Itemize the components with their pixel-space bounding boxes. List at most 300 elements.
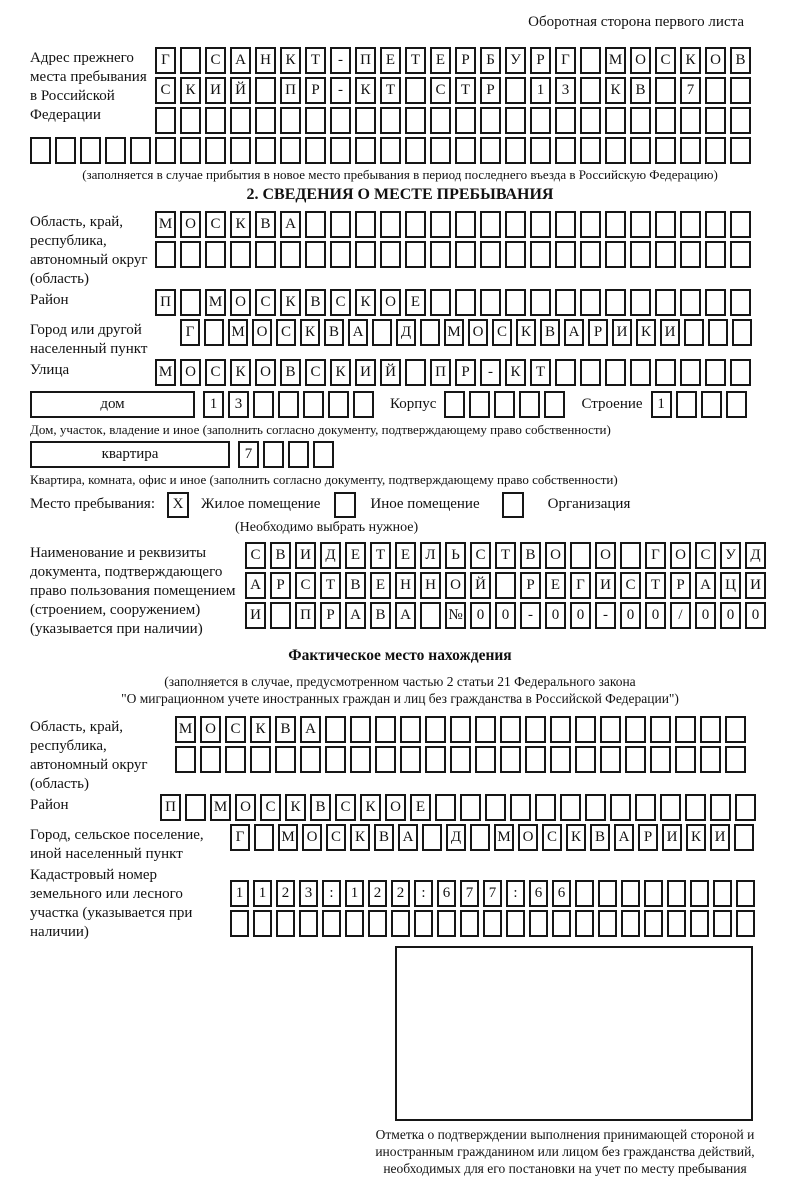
char-box[interactable]: 0 xyxy=(620,602,641,629)
char-box[interactable] xyxy=(435,794,456,821)
char-box[interactable]: С xyxy=(695,542,716,569)
checkbox-other-premises[interactable] xyxy=(334,492,356,518)
char-box[interactable]: А xyxy=(348,319,368,346)
char-box[interactable]: П xyxy=(295,602,316,629)
char-box[interactable] xyxy=(405,107,426,134)
char-box[interactable]: Б xyxy=(480,47,501,74)
char-box[interactable] xyxy=(555,289,576,316)
char-box[interactable]: О xyxy=(230,289,251,316)
char-box[interactable] xyxy=(180,107,201,134)
char-box[interactable]: 1 xyxy=(345,880,364,907)
char-box[interactable] xyxy=(444,391,465,418)
char-box[interactable]: 1 xyxy=(253,880,272,907)
char-box[interactable] xyxy=(480,241,501,268)
char-box[interactable] xyxy=(455,137,476,164)
char-box[interactable]: М xyxy=(155,211,176,238)
char-box[interactable] xyxy=(575,880,594,907)
char-box[interactable] xyxy=(680,359,701,386)
char-box[interactable]: В xyxy=(730,47,751,74)
char-box[interactable] xyxy=(650,746,671,773)
char-box[interactable]: Ь xyxy=(445,542,466,569)
char-box[interactable]: Т xyxy=(455,77,476,104)
char-box[interactable]: : xyxy=(414,880,433,907)
char-box[interactable] xyxy=(350,716,371,743)
char-box[interactable]: А xyxy=(395,602,416,629)
char-box[interactable]: О xyxy=(445,572,466,599)
char-box[interactable]: М xyxy=(210,794,231,821)
char-box[interactable] xyxy=(580,359,601,386)
char-box[interactable] xyxy=(505,211,526,238)
char-box[interactable]: П xyxy=(430,359,451,386)
char-box[interactable]: Р xyxy=(455,359,476,386)
char-box[interactable]: М xyxy=(155,359,176,386)
char-box[interactable]: 2 xyxy=(391,880,410,907)
char-box[interactable] xyxy=(450,716,471,743)
char-box[interactable] xyxy=(105,137,126,164)
char-box[interactable] xyxy=(705,359,726,386)
char-box[interactable]: С xyxy=(470,542,491,569)
char-box[interactable]: А xyxy=(614,824,634,851)
char-box[interactable] xyxy=(675,746,696,773)
char-box[interactable] xyxy=(469,391,490,418)
char-box[interactable]: К xyxy=(230,211,251,238)
char-box[interactable] xyxy=(550,716,571,743)
char-box[interactable]: И xyxy=(595,572,616,599)
char-box[interactable] xyxy=(552,910,571,937)
char-box[interactable]: Р xyxy=(638,824,658,851)
char-box[interactable] xyxy=(380,137,401,164)
char-box[interactable]: Г xyxy=(555,47,576,74)
char-box[interactable] xyxy=(605,289,626,316)
char-box[interactable] xyxy=(430,107,451,134)
char-box[interactable]: А xyxy=(398,824,418,851)
char-box[interactable]: С xyxy=(330,289,351,316)
char-box[interactable] xyxy=(635,794,656,821)
char-box[interactable] xyxy=(530,211,551,238)
char-box[interactable]: А xyxy=(345,602,366,629)
char-box[interactable]: К xyxy=(566,824,586,851)
char-box[interactable] xyxy=(680,289,701,316)
char-box[interactable] xyxy=(667,910,686,937)
char-box[interactable]: К xyxy=(285,794,306,821)
char-box[interactable]: К xyxy=(355,77,376,104)
char-box[interactable]: Т xyxy=(370,542,391,569)
char-box[interactable] xyxy=(55,137,76,164)
char-box[interactable] xyxy=(280,137,301,164)
char-box[interactable] xyxy=(506,910,525,937)
char-box[interactable] xyxy=(667,880,686,907)
char-box[interactable]: 7 xyxy=(483,880,502,907)
char-box[interactable] xyxy=(255,107,276,134)
char-box[interactable]: К xyxy=(680,47,701,74)
char-box[interactable]: С xyxy=(276,319,296,346)
char-box[interactable] xyxy=(530,241,551,268)
char-box[interactable] xyxy=(422,824,442,851)
char-box[interactable] xyxy=(700,716,721,743)
char-box[interactable]: / xyxy=(670,602,691,629)
char-box[interactable]: О xyxy=(630,47,651,74)
char-box[interactable] xyxy=(730,289,751,316)
char-box[interactable] xyxy=(605,107,626,134)
char-box[interactable] xyxy=(180,241,201,268)
char-box[interactable] xyxy=(598,910,617,937)
char-box[interactable] xyxy=(655,359,676,386)
char-box[interactable] xyxy=(625,716,646,743)
char-box[interactable] xyxy=(605,137,626,164)
char-box[interactable] xyxy=(330,241,351,268)
char-box[interactable]: К xyxy=(355,289,376,316)
char-box[interactable]: Л xyxy=(420,542,441,569)
char-box[interactable]: С xyxy=(205,211,226,238)
char-box[interactable] xyxy=(585,794,606,821)
char-box[interactable] xyxy=(425,746,446,773)
char-box[interactable]: К xyxy=(516,319,536,346)
char-box[interactable]: К xyxy=(280,289,301,316)
char-box[interactable] xyxy=(130,137,151,164)
char-box[interactable]: Т xyxy=(320,572,341,599)
char-box[interactable] xyxy=(580,211,601,238)
char-box[interactable] xyxy=(675,716,696,743)
char-box[interactable]: К xyxy=(360,794,381,821)
char-box[interactable]: 0 xyxy=(695,602,716,629)
char-box[interactable] xyxy=(180,289,201,316)
char-box[interactable]: : xyxy=(506,880,525,907)
char-box[interactable]: Ц xyxy=(720,572,741,599)
char-box[interactable] xyxy=(372,319,392,346)
char-box[interactable] xyxy=(680,137,701,164)
char-box[interactable] xyxy=(655,289,676,316)
char-box[interactable] xyxy=(644,880,663,907)
char-box[interactable] xyxy=(325,746,346,773)
apartment-type-box[interactable]: квартира xyxy=(30,441,230,468)
char-box[interactable]: В xyxy=(324,319,344,346)
char-box[interactable]: Р xyxy=(530,47,551,74)
char-box[interactable] xyxy=(680,211,701,238)
char-box[interactable]: 3 xyxy=(299,880,318,907)
char-box[interactable]: В xyxy=(275,716,296,743)
char-box[interactable] xyxy=(630,289,651,316)
char-box[interactable]: К xyxy=(300,319,320,346)
char-box[interactable]: С xyxy=(492,319,512,346)
char-box[interactable] xyxy=(529,910,548,937)
char-box[interactable] xyxy=(425,716,446,743)
char-box[interactable] xyxy=(380,241,401,268)
char-box[interactable] xyxy=(580,47,601,74)
char-box[interactable] xyxy=(525,716,546,743)
char-box[interactable]: И xyxy=(205,77,226,104)
char-box[interactable] xyxy=(598,880,617,907)
char-box[interactable] xyxy=(276,910,295,937)
char-box[interactable]: А xyxy=(300,716,321,743)
char-box[interactable]: - xyxy=(330,47,351,74)
char-box[interactable] xyxy=(680,107,701,134)
char-box[interactable]: 6 xyxy=(437,880,456,907)
char-box[interactable] xyxy=(519,391,540,418)
char-box[interactable] xyxy=(730,359,751,386)
char-box[interactable] xyxy=(437,910,456,937)
char-box[interactable] xyxy=(355,137,376,164)
char-box[interactable] xyxy=(725,716,746,743)
char-box[interactable]: К xyxy=(230,359,251,386)
char-box[interactable]: О xyxy=(545,542,566,569)
char-box[interactable]: О xyxy=(705,47,726,74)
char-box[interactable] xyxy=(155,241,176,268)
char-box[interactable]: 3 xyxy=(228,391,249,418)
char-box[interactable] xyxy=(685,794,706,821)
char-box[interactable] xyxy=(630,241,651,268)
char-box[interactable]: О xyxy=(670,542,691,569)
char-box[interactable] xyxy=(713,910,732,937)
char-box[interactable] xyxy=(288,441,309,468)
char-box[interactable] xyxy=(690,880,709,907)
char-box[interactable]: И xyxy=(710,824,730,851)
char-box[interactable] xyxy=(180,47,201,74)
char-box[interactable] xyxy=(505,241,526,268)
char-box[interactable]: Р xyxy=(320,602,341,629)
char-box[interactable]: К xyxy=(250,716,271,743)
char-box[interactable] xyxy=(630,107,651,134)
char-box[interactable] xyxy=(676,391,697,418)
char-box[interactable] xyxy=(605,359,626,386)
char-box[interactable] xyxy=(621,910,640,937)
char-box[interactable] xyxy=(480,211,501,238)
char-box[interactable] xyxy=(299,910,318,937)
char-box[interactable] xyxy=(253,910,272,937)
char-box[interactable] xyxy=(660,794,681,821)
char-box[interactable]: В xyxy=(280,359,301,386)
house-type-box[interactable]: дом xyxy=(30,391,195,418)
char-box[interactable]: 6 xyxy=(529,880,548,907)
char-box[interactable]: С xyxy=(620,572,641,599)
char-box[interactable]: Д xyxy=(446,824,466,851)
char-box[interactable]: В xyxy=(310,794,331,821)
char-box[interactable]: О xyxy=(518,824,538,851)
char-box[interactable]: Т xyxy=(380,77,401,104)
char-box[interactable] xyxy=(253,391,274,418)
char-box[interactable] xyxy=(575,910,594,937)
char-box[interactable] xyxy=(430,211,451,238)
char-box[interactable]: П xyxy=(160,794,181,821)
char-box[interactable] xyxy=(575,716,596,743)
char-box[interactable]: К xyxy=(636,319,656,346)
char-box[interactable] xyxy=(555,107,576,134)
char-box[interactable]: В xyxy=(270,542,291,569)
char-box[interactable] xyxy=(430,241,451,268)
checkbox-residential[interactable]: X xyxy=(167,492,189,518)
char-box[interactable]: А xyxy=(245,572,266,599)
char-box[interactable] xyxy=(305,137,326,164)
char-box[interactable] xyxy=(355,107,376,134)
char-box[interactable] xyxy=(525,746,546,773)
char-box[interactable] xyxy=(505,77,526,104)
char-box[interactable]: И xyxy=(355,359,376,386)
char-box[interactable]: С xyxy=(205,359,226,386)
char-box[interactable]: - xyxy=(330,77,351,104)
char-box[interactable] xyxy=(495,572,516,599)
char-box[interactable]: М xyxy=(205,289,226,316)
char-box[interactable]: 1 xyxy=(530,77,551,104)
char-box[interactable] xyxy=(625,746,646,773)
char-box[interactable]: В xyxy=(590,824,610,851)
char-box[interactable]: В xyxy=(345,572,366,599)
char-box[interactable] xyxy=(730,137,751,164)
char-box[interactable]: 0 xyxy=(645,602,666,629)
char-box[interactable] xyxy=(330,137,351,164)
char-box[interactable] xyxy=(485,794,506,821)
char-box[interactable] xyxy=(204,319,224,346)
char-box[interactable]: У xyxy=(505,47,526,74)
char-box[interactable] xyxy=(555,241,576,268)
char-box[interactable]: К xyxy=(605,77,626,104)
char-box[interactable]: У xyxy=(720,542,741,569)
char-box[interactable] xyxy=(400,746,421,773)
char-box[interactable] xyxy=(730,211,751,238)
char-box[interactable] xyxy=(655,77,676,104)
char-box[interactable]: С xyxy=(255,289,276,316)
char-box[interactable]: А xyxy=(280,211,301,238)
char-box[interactable] xyxy=(730,241,751,268)
char-box[interactable]: И xyxy=(612,319,632,346)
char-box[interactable] xyxy=(734,824,754,851)
char-box[interactable] xyxy=(655,211,676,238)
char-box[interactable]: О xyxy=(595,542,616,569)
char-box[interactable] xyxy=(350,746,371,773)
char-box[interactable] xyxy=(330,211,351,238)
char-box[interactable] xyxy=(580,77,601,104)
char-box[interactable] xyxy=(275,746,296,773)
char-box[interactable]: О xyxy=(200,716,221,743)
char-box[interactable]: И xyxy=(662,824,682,851)
char-box[interactable] xyxy=(600,716,621,743)
char-box[interactable]: Д xyxy=(745,542,766,569)
char-box[interactable]: Е xyxy=(430,47,451,74)
char-box[interactable] xyxy=(355,211,376,238)
char-box[interactable] xyxy=(270,602,291,629)
char-box[interactable] xyxy=(530,289,551,316)
char-box[interactable] xyxy=(255,77,276,104)
char-box[interactable] xyxy=(225,746,246,773)
char-box[interactable]: И xyxy=(245,602,266,629)
char-box[interactable] xyxy=(736,910,755,937)
char-box[interactable]: С xyxy=(335,794,356,821)
char-box[interactable]: С xyxy=(295,572,316,599)
char-box[interactable] xyxy=(230,910,249,937)
char-box[interactable] xyxy=(630,211,651,238)
char-box[interactable]: 1 xyxy=(651,391,672,418)
char-box[interactable] xyxy=(621,880,640,907)
char-box[interactable] xyxy=(305,241,326,268)
char-box[interactable]: М xyxy=(175,716,196,743)
char-box[interactable] xyxy=(510,794,531,821)
char-box[interactable]: Г xyxy=(645,542,666,569)
char-box[interactable] xyxy=(505,107,526,134)
char-box[interactable]: Й xyxy=(470,572,491,599)
char-box[interactable]: К xyxy=(180,77,201,104)
char-box[interactable] xyxy=(480,137,501,164)
char-box[interactable]: Р xyxy=(270,572,291,599)
char-box[interactable]: - xyxy=(520,602,541,629)
char-box[interactable]: Е xyxy=(370,572,391,599)
char-box[interactable]: С xyxy=(430,77,451,104)
char-box[interactable] xyxy=(705,211,726,238)
char-box[interactable] xyxy=(278,391,299,418)
char-box[interactable] xyxy=(605,211,626,238)
char-box[interactable] xyxy=(455,211,476,238)
char-box[interactable] xyxy=(180,137,201,164)
char-box[interactable]: М xyxy=(444,319,464,346)
char-box[interactable]: О xyxy=(235,794,256,821)
char-box[interactable]: Е xyxy=(545,572,566,599)
char-box[interactable] xyxy=(710,794,731,821)
char-box[interactable]: Т xyxy=(405,47,426,74)
char-box[interactable]: № xyxy=(445,602,466,629)
char-box[interactable] xyxy=(600,746,621,773)
char-box[interactable] xyxy=(263,441,284,468)
char-box[interactable]: К xyxy=(330,359,351,386)
char-box[interactable] xyxy=(736,880,755,907)
char-box[interactable] xyxy=(580,107,601,134)
char-box[interactable] xyxy=(313,441,334,468)
char-box[interactable] xyxy=(505,289,526,316)
char-box[interactable] xyxy=(705,77,726,104)
char-box[interactable] xyxy=(345,910,364,937)
char-box[interactable] xyxy=(205,107,226,134)
char-box[interactable]: С xyxy=(245,542,266,569)
char-box[interactable]: М xyxy=(605,47,626,74)
char-box[interactable] xyxy=(330,107,351,134)
char-box[interactable] xyxy=(230,137,251,164)
char-box[interactable] xyxy=(460,794,481,821)
char-box[interactable] xyxy=(550,746,571,773)
char-box[interactable] xyxy=(655,107,676,134)
char-box[interactable]: К xyxy=(686,824,706,851)
char-box[interactable]: С xyxy=(655,47,676,74)
char-box[interactable]: К xyxy=(280,47,301,74)
char-box[interactable]: С xyxy=(155,77,176,104)
char-box[interactable]: О xyxy=(302,824,322,851)
char-box[interactable] xyxy=(555,137,576,164)
char-box[interactable] xyxy=(730,107,751,134)
char-box[interactable]: 0 xyxy=(495,602,516,629)
char-box[interactable] xyxy=(530,137,551,164)
char-box[interactable]: Д xyxy=(320,542,341,569)
char-box[interactable] xyxy=(405,211,426,238)
char-box[interactable] xyxy=(255,137,276,164)
char-box[interactable]: Р xyxy=(670,572,691,599)
char-box[interactable]: 0 xyxy=(470,602,491,629)
char-box[interactable]: В xyxy=(630,77,651,104)
char-box[interactable] xyxy=(713,880,732,907)
char-box[interactable]: В xyxy=(370,602,391,629)
char-box[interactable] xyxy=(420,319,440,346)
char-box[interactable] xyxy=(455,289,476,316)
char-box[interactable] xyxy=(575,746,596,773)
checkbox-organization[interactable] xyxy=(502,492,524,518)
char-box[interactable] xyxy=(305,107,326,134)
char-box[interactable]: К xyxy=(505,359,526,386)
char-box[interactable] xyxy=(455,107,476,134)
char-box[interactable] xyxy=(570,542,591,569)
char-box[interactable] xyxy=(500,746,521,773)
char-box[interactable]: 2 xyxy=(368,880,387,907)
char-box[interactable] xyxy=(732,319,752,346)
char-box[interactable]: Г xyxy=(180,319,200,346)
char-box[interactable]: С xyxy=(542,824,562,851)
char-box[interactable] xyxy=(705,107,726,134)
char-box[interactable] xyxy=(80,137,101,164)
char-box[interactable]: Р xyxy=(520,572,541,599)
char-box[interactable]: О xyxy=(380,289,401,316)
